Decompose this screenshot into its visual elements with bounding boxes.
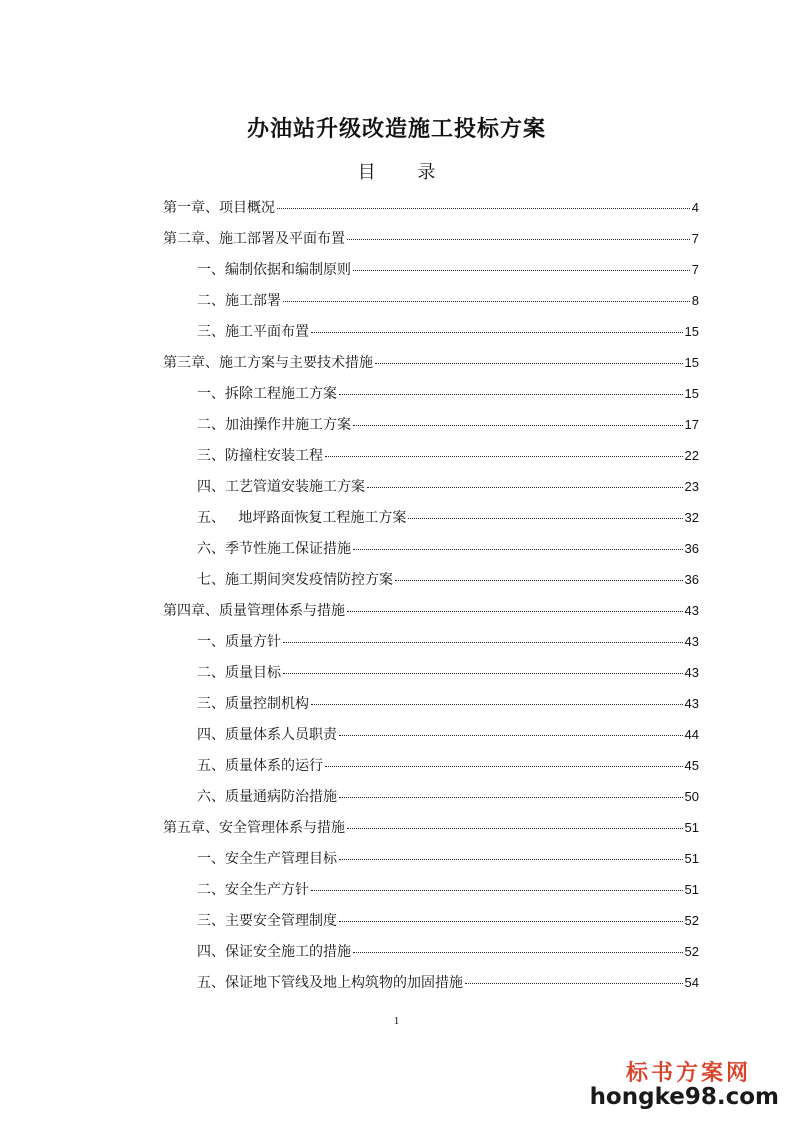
toc-entry-text: 七、施工期间突发疫情防控方案: [197, 572, 393, 588]
toc-entry-text: 四、保证安全施工的措施: [197, 944, 351, 960]
watermark-title: 标书方案网: [625, 1061, 751, 1086]
toc-entry-text: 四、工艺管道安装施工方案: [197, 479, 365, 495]
toc-leader-dots: [283, 672, 683, 674]
toc-leader-dots: [311, 331, 683, 333]
toc-leader-dots: [311, 889, 683, 891]
toc-entry-page: 54: [684, 975, 699, 990]
toc-entry[interactable]: [163, 595, 699, 626]
toc-entry[interactable]: [163, 657, 699, 688]
toc-entry-page: 44: [684, 727, 699, 742]
toc-entry-text: 第二章、施工部署及平面布置: [163, 231, 345, 247]
toc-entry[interactable]: [163, 626, 699, 657]
toc-entry[interactable]: [163, 285, 699, 316]
toc-entry-page: 51: [684, 820, 699, 835]
toc-entry-text: 三、施工平面布置: [197, 324, 309, 340]
toc-leader-dots: [311, 703, 683, 705]
toc-entry[interactable]: [163, 223, 699, 254]
toc-entry-page: 51: [684, 851, 699, 866]
toc-leader-dots: [353, 269, 690, 271]
toc-entry-page: 23: [684, 479, 699, 494]
toc-leader-dots: [325, 455, 683, 457]
toc-entry-text: 第一章、项目概况: [163, 200, 275, 216]
toc-entry-page: 7: [691, 262, 699, 277]
toc-leader-dots: [283, 641, 683, 643]
toc-leader-dots: [353, 424, 683, 426]
toc-entry-text: 二、安全生产方针: [197, 882, 309, 898]
toc-entry-text: 六、质量通病防治措施: [197, 789, 337, 805]
toc-entry-text: 五、 地坪路面恢复工程施工方案: [197, 510, 407, 526]
toc-entry[interactable]: [163, 936, 699, 967]
toc-entry[interactable]: [163, 812, 699, 843]
toc-leader-dots: [408, 517, 682, 519]
toc-entry[interactable]: [163, 564, 699, 595]
toc-entry-page: 43: [684, 665, 699, 680]
toc-entry-text: 第三章、施工方案与主要技术措施: [163, 355, 373, 371]
toc-entry[interactable]: [163, 781, 699, 812]
toc-leader-dots: [353, 548, 683, 550]
toc-leader-dots: [339, 734, 683, 736]
toc-entry-text: 三、质量控制机构: [197, 696, 309, 712]
toc-entry-page: 15: [684, 355, 699, 370]
toc-entry[interactable]: [163, 440, 699, 471]
toc-entry-page: 7: [691, 231, 699, 246]
toc-leader-dots: [325, 765, 683, 767]
toc-entry-page: 52: [684, 913, 699, 928]
toc-entry[interactable]: [163, 347, 699, 378]
document-title: 办油站升级改造施工投标方案: [246, 117, 546, 142]
toc-leader-dots: [347, 238, 690, 240]
toc-entry-page: 15: [684, 324, 699, 339]
toc-leader-dots: [339, 920, 683, 922]
toc-leader-dots: [465, 982, 683, 984]
toc-entry[interactable]: [163, 967, 699, 998]
toc-entry-text: 五、质量体系的运行: [197, 758, 323, 774]
toc-leader-dots: [277, 207, 690, 209]
toc-leader-dots: [339, 858, 683, 860]
toc-entry-page: 36: [684, 572, 699, 587]
toc-entry-text: 第五章、安全管理体系与措施: [163, 820, 345, 836]
toc-entry-text: 第四章、质量管理体系与措施: [163, 603, 345, 619]
toc-entry-page: 52: [684, 944, 699, 959]
table-of-contents: [163, 192, 699, 998]
toc-entry-text: 二、质量目标: [197, 665, 281, 681]
toc-entry-page: 8: [691, 293, 699, 308]
toc-entry[interactable]: [163, 905, 699, 936]
toc-entry-page: 50: [684, 789, 699, 804]
toc-leader-dots: [367, 486, 683, 488]
toc-entry-text: 一、拆除工程施工方案: [197, 386, 337, 402]
toc-entry[interactable]: [163, 471, 699, 502]
toc-entry-page: 22: [684, 448, 699, 463]
toc-entry-page: 4: [691, 200, 699, 215]
toc-leader-dots: [283, 300, 690, 302]
toc-entry-page: 32: [684, 510, 699, 525]
toc-leader-dots: [353, 951, 683, 953]
toc-entry[interactable]: [163, 316, 699, 347]
watermark: [590, 1062, 779, 1109]
toc-entry[interactable]: [163, 874, 699, 905]
toc-entry[interactable]: [163, 843, 699, 874]
toc-entry[interactable]: [163, 533, 699, 564]
toc-entry-page: 51: [684, 882, 699, 897]
toc-entry-text: 一、编制依据和编制原则: [197, 262, 351, 278]
toc-entry-text: 三、主要安全管理制度: [197, 913, 337, 929]
toc-entry[interactable]: [163, 192, 699, 223]
toc-entry-text: 五、保证地下管线及地上构筑物的加固措施: [197, 975, 463, 991]
toc-heading: 目 录: [357, 162, 454, 183]
toc-entry[interactable]: [163, 378, 699, 409]
toc-entry[interactable]: [163, 719, 699, 750]
toc-entry[interactable]: [163, 688, 699, 719]
toc-leader-dots: [339, 796, 683, 798]
toc-entry-page: 36: [684, 541, 699, 556]
toc-entry-text: 二、施工部署: [197, 293, 281, 309]
toc-entry[interactable]: [163, 254, 699, 285]
page-number: 1: [393, 1015, 400, 1027]
toc-leader-dots: [347, 610, 683, 612]
toc-entry-text: 一、安全生产管理目标: [197, 851, 337, 867]
toc-leader-dots: [339, 393, 683, 395]
toc-entry-text: 三、防撞柱安装工程: [197, 448, 323, 464]
toc-entry[interactable]: [163, 750, 699, 781]
toc-entry-text: 四、质量体系人员职责: [197, 727, 337, 743]
toc-entry-text: 六、季节性施工保证措施: [197, 541, 351, 557]
toc-entry-page: 15: [684, 386, 699, 401]
toc-entry-page: 45: [684, 758, 699, 773]
watermark-url: hongke98.com: [589, 1084, 779, 1111]
toc-leader-dots: [375, 362, 683, 364]
toc-entry-page: 43: [684, 603, 699, 618]
toc-leader-dots: [347, 827, 683, 829]
toc-entry-page: 43: [684, 634, 699, 649]
toc-leader-dots: [395, 579, 683, 581]
toc-entry-text: 一、质量方针: [197, 634, 281, 650]
toc-entry[interactable]: [163, 502, 699, 533]
toc-entry-page: 43: [684, 696, 699, 711]
toc-entry-page: 17: [684, 417, 699, 432]
toc-entry[interactable]: [163, 409, 699, 440]
toc-entry-text: 二、加油操作井施工方案: [197, 417, 351, 433]
